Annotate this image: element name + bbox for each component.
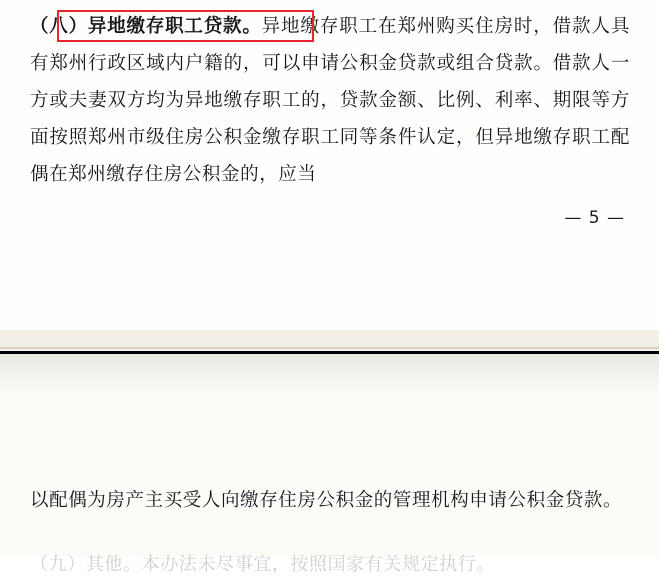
faint-partial-line: （九）其他。本办法未尽事宜，按照国家有关规定执行。 xyxy=(30,554,495,575)
page-number: — 5 — xyxy=(564,208,625,228)
document-text-block-bottom xyxy=(30,482,630,519)
scan-region-bottom xyxy=(0,354,659,575)
section-heading-label: （八）异地缴存职工贷款。 xyxy=(30,16,262,37)
page-separator-line-light xyxy=(0,347,659,349)
paragraph-top-body: 异地缴存职工在郑州购买住房时，借款人具有郑州行政区域内户籍的，可以申请公积金贷款或组合贷款。借款人一方或夫妻双方均为异地缴存职工的，贷款金额、比例、利率、期限等方面按照郑州市级住房公积金缴存职工同等条件认定，但异地缴存职工配偶在郑州缴存住房公积金的，应当 xyxy=(30,16,630,185)
document-text-block-top xyxy=(30,8,630,193)
paragraph-bottom: 以配偶为房产主买受人向缴存住房公积金的管理机构申请公积金贷款。 xyxy=(30,490,623,511)
paragraph-top xyxy=(30,8,630,193)
